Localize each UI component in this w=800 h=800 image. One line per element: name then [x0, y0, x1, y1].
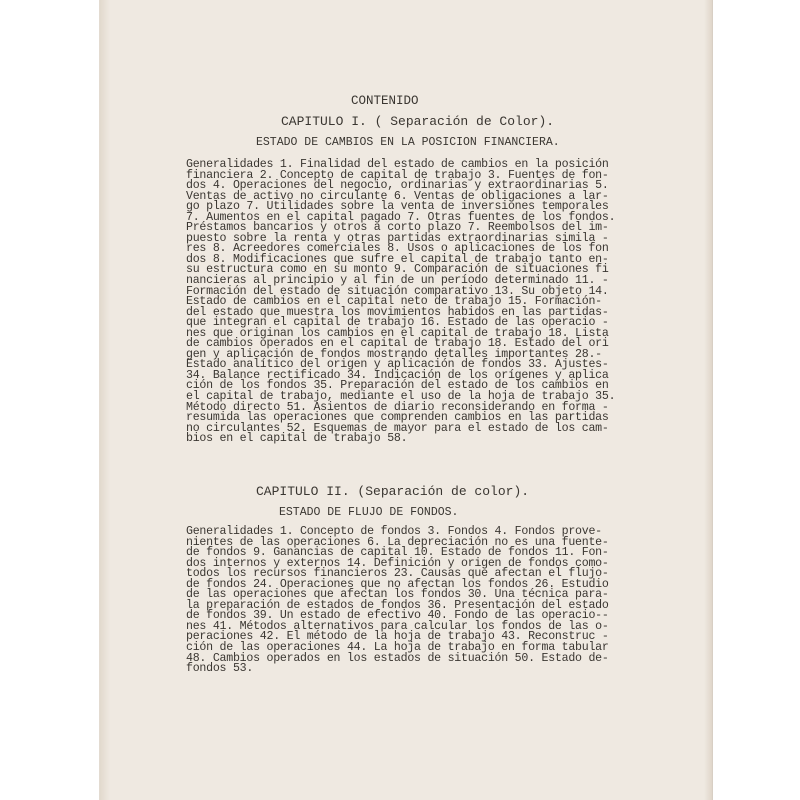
- text-line: resumida las operaciones que comprenden cambios en las partidas: [186, 411, 609, 425]
- text-line: 34. Balance rectificado 34. Indicación de los orígenes y aplica: [186, 368, 609, 382]
- text-line: ción de los fondos 35. Preparación del estado de los cambios en: [186, 379, 609, 393]
- text-line: Estado analítico del origen y aplicación de fondos 33. Ajustes-: [186, 358, 609, 372]
- chapter-1-subheading: ESTADO DE CAMBIOS EN LA POSICION FINANCIERA.: [256, 136, 560, 149]
- text-line: puesto sobre la renta y otras partidas extraordinarias simila -: [186, 231, 609, 245]
- text-line: de fondos 39. Un estado de efectivo 40. Fondo de las operacio--: [186, 609, 609, 623]
- text-line: del estado que muestra los movimientos habidos en las partidas-: [186, 305, 609, 319]
- text-line: que integran el capital de trabajo 16. Estado de las operacio -: [186, 316, 609, 330]
- text-line: Generalidades 1. Finalidad del estado de cambios en la posición: [186, 158, 609, 171]
- text-line: nes 41. Métodos alternativos para calcular los fondos de las o-: [186, 619, 609, 633]
- text-line: dos 4. Operaciones del negocio, ordinarias y extraordinarias 5.: [186, 179, 609, 193]
- text-line: Generalidades 1. Concepto de fondos 3. Fondos 4. Fondos prove-: [186, 525, 602, 538]
- text-line: Formación del estado de situación comparativo 13. Su objeto 14.: [186, 284, 609, 298]
- text-line: bios en el capital de trabajo 58.: [186, 432, 408, 446]
- text-line: gen y aplicación de fondos mostrando detalles importantes 28.-: [186, 347, 602, 361]
- text-line: no circulantes 52. Esquemas de mayor para el estado de los cam-: [186, 421, 609, 435]
- text-line: nientes de las operaciones 6. La depreciación no es una fuente-: [186, 535, 609, 549]
- chapter-2-subheading: ESTADO DE FLUJO DE FONDOS.: [279, 506, 459, 519]
- chapter-2-body: [186, 527, 716, 675]
- text-line: Método directo 51. Asientos de diario reconsiderando en forma -: [186, 400, 609, 414]
- text-line: la preparación de estados de fondos 36. Presentación del estado: [186, 598, 609, 612]
- text-line: ción de las operaciones 44. La hoja de trabajo en forma tabular: [186, 641, 609, 655]
- text-line: Estado de cambios en el capital neto de trabajo 15. Formación-: [186, 295, 602, 309]
- text-line: todos los recursos financieros 23. Causas que afectan el flujo-: [186, 567, 609, 581]
- chapter-2-heading: CAPITULO II. (Separación de color).: [256, 484, 530, 499]
- chapter-1-heading: CAPITULO I. ( Separación de Color).: [281, 114, 555, 129]
- text-line: nancieras al principio y al fin de un período determinado 11. -: [186, 274, 609, 288]
- document-title: CONTENIDO: [351, 94, 419, 108]
- text-line: de fondos 24. Operaciones que no afectan los fondos 26. Estudio: [186, 577, 609, 591]
- document-page: [100, 0, 712, 800]
- text-line: su estructura como en su monto 9. Comparación de situaciones fi: [186, 263, 609, 277]
- text-line: de cambios operados en el capital de trabajo 18. Estado del ori: [186, 337, 609, 351]
- text-line: dos 8. Modificaciones que sufre el capital de trabajo tanto en-: [186, 252, 609, 266]
- chapter-1-body: [186, 160, 716, 445]
- text-line: de fondos 9. Ganancias de capital 10. Estado de fondos 11. Fon-: [186, 546, 609, 560]
- text-line: Préstamos bancarios y otros a corto plazo 7. Reembolsos del im-: [186, 221, 609, 235]
- text-line: res 8. Acreedores comerciales 8. Usos o aplicaciones de los fon: [186, 242, 609, 256]
- text-line: 7. Aumentos en el capital pagado 7. Otras fuentes de los fondos.: [186, 210, 616, 224]
- text-line: fondos 53.: [186, 662, 254, 676]
- text-line: financiera 2. Concepto de capital de trabajo 3. Fuentes de fon-: [186, 168, 609, 182]
- text-line: Ventas de activo no circulante 6. Ventas de obligaciones a lar-: [186, 189, 609, 203]
- text-line: el capital de trabajo, mediante el uso de la hoja de trabajo 35.: [186, 390, 616, 404]
- text-line: de las operaciones que afectan los fondos 30. Una técnica para-: [186, 588, 609, 602]
- text-line: nes que originan los cambios en el capital de trabajo 18. Lista: [186, 326, 609, 340]
- text-line: dos internos y externos 14. Definición y origen de fondos como-: [186, 556, 609, 570]
- text-line: go plazo 7. Utilidades sobre la venta de inversiones temporales: [186, 200, 609, 214]
- text-line: peraciones 42. El método de la hoja de trabajo 43. Reconstruc -: [186, 630, 609, 644]
- text-line: 48. Cambios operados en los estados de situación 50. Estado de-: [186, 651, 609, 665]
